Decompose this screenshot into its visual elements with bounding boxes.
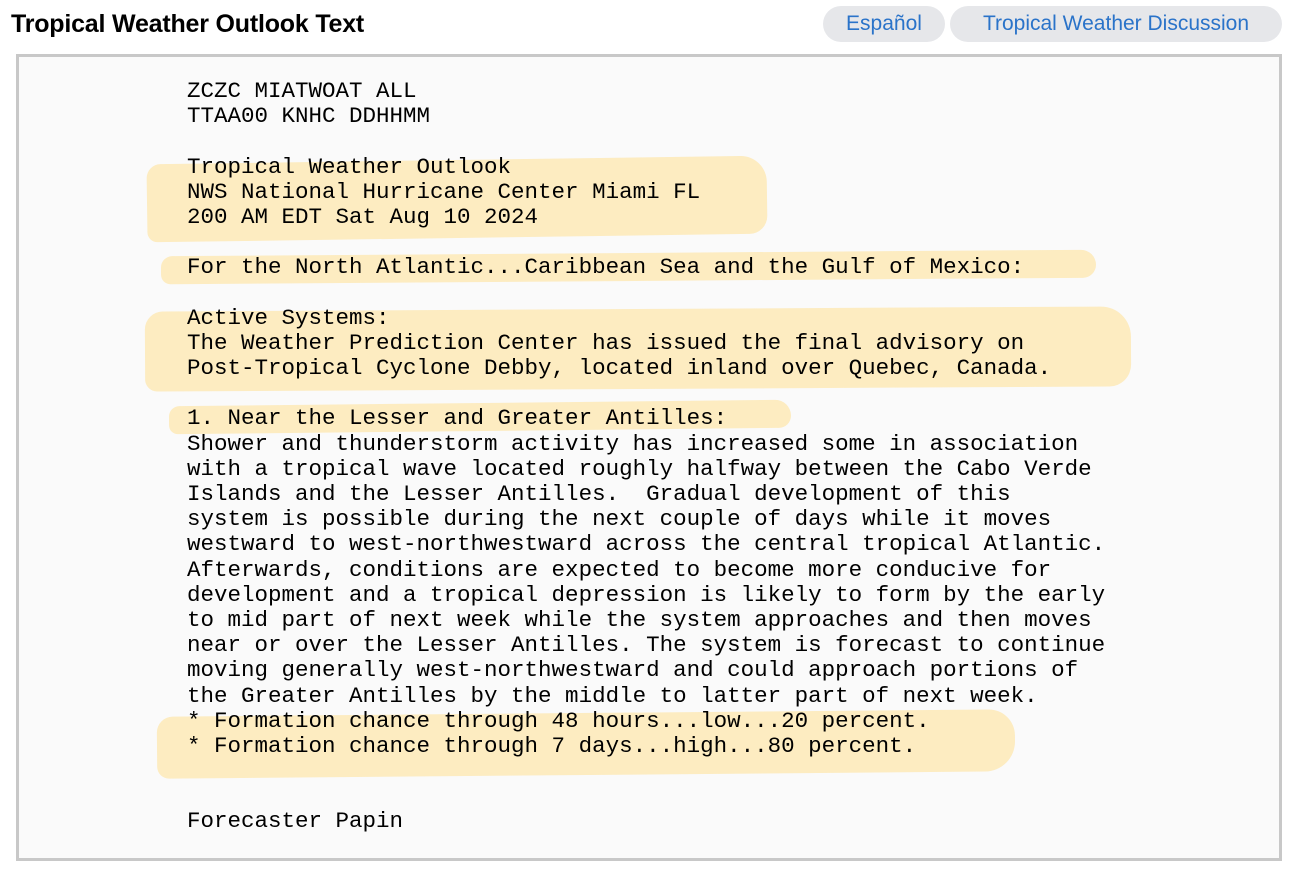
text-line: Tropical Weather Outlook <box>187 153 512 180</box>
text-line <box>187 230 1105 255</box>
text-line: * Formation chance through 7 days...high...80 percent. <box>187 732 917 759</box>
text-line: Afterwards, conditions are expected to become more conducive for <box>187 556 1052 583</box>
text-line: Shower and thunderstorm activity has increased some in association <box>187 430 1079 457</box>
text-line: with a tropical wave located roughly halfway between the Cabo Verde <box>187 455 1092 482</box>
page-title: Tropical Weather Outlook Text <box>11 10 365 38</box>
text-line: ZCZC MIATWOAT ALL <box>187 78 417 104</box>
text-line: moving generally west-northwestward and could approach portions of <box>187 657 1079 684</box>
text-line: 1. Near the Lesser and Greater Antilles: <box>187 405 728 432</box>
text-line: NWS National Hurricane Center Miami FL <box>187 178 701 205</box>
text-line: near or over the Lesser Antilles. The system is forecast to continue <box>187 632 1106 659</box>
text-line: * Formation chance through 48 hours...low...20 percent. <box>187 707 930 734</box>
tropical-weather-discussion-button[interactable]: Tropical Weather Discussion <box>950 6 1282 42</box>
text-line: westward to west-northwestward across the central tropical Atlantic. <box>187 531 1106 558</box>
text-line: to mid part of next week while the system approaches and then moves <box>187 606 1092 633</box>
text-line <box>187 129 1105 154</box>
outlook-text-panel <box>16 54 1282 861</box>
text-line: Islands and the Lesser Antilles. Gradual development of this <box>187 481 1011 507</box>
text-line: Active Systems: <box>187 304 390 331</box>
text-line: The Weather Prediction Center has issued the final advisory on <box>187 329 1025 356</box>
text-line: 200 AM EDT Sat Aug 10 2024 <box>187 203 539 230</box>
outlook-text <box>187 79 1105 835</box>
text-line: Post-Tropical Cyclone Debby, located inland over Quebec, Canada. <box>187 355 1052 382</box>
text-line: Forecaster Papin <box>187 808 404 835</box>
text-line: system is possible during the next couple of days while it moves <box>187 506 1052 533</box>
text-line <box>187 381 1105 406</box>
text-line: development and a tropical depression is likely to form by the early <box>187 581 1106 608</box>
text-line: TTAA00 KNHC DDHHMM <box>187 103 431 130</box>
text-line <box>187 784 1105 809</box>
text-line <box>187 281 1105 306</box>
text-line <box>187 759 1105 784</box>
text-line: For the North Atlantic...Caribbean Sea and the Gulf of Mexico: <box>187 254 1025 281</box>
text-line: the Greater Antilles by the middle to latter part of next week. <box>187 682 1038 709</box>
espanol-button[interactable]: Español <box>823 6 945 42</box>
